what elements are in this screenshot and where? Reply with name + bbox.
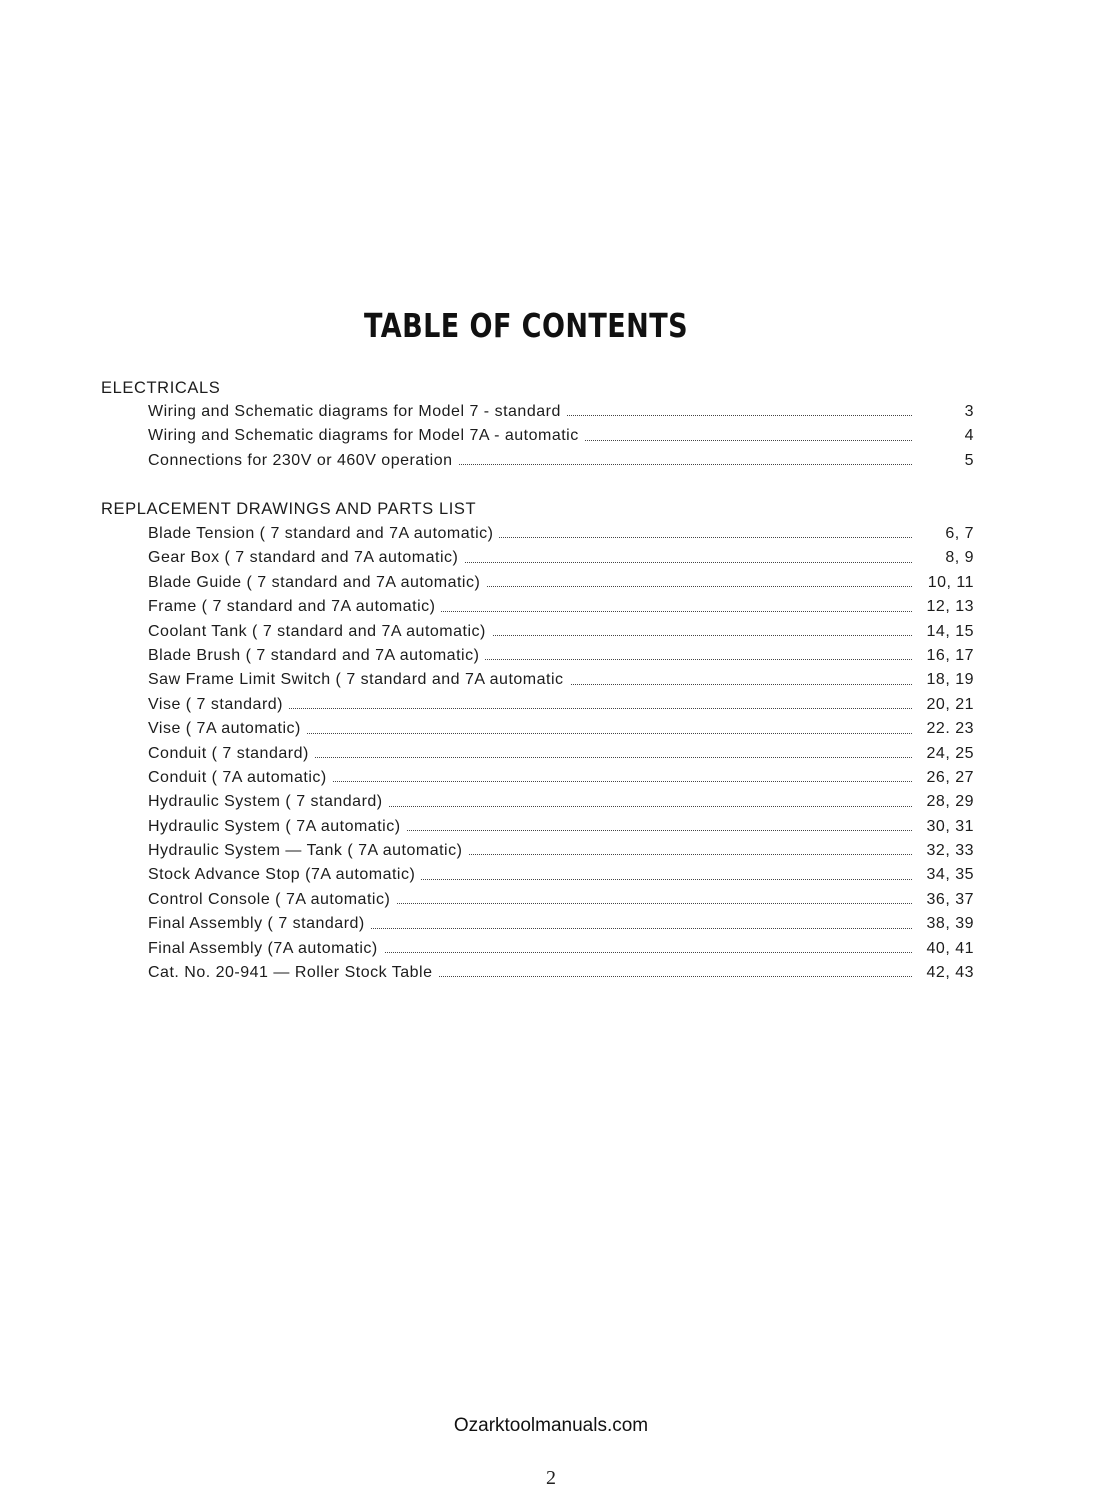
toc-entry xyxy=(148,424,976,448)
toc-entry xyxy=(148,766,976,790)
toc-entry xyxy=(148,863,976,887)
toc-entry xyxy=(148,961,976,985)
replacement-entry-list xyxy=(148,522,976,985)
toc-entry xyxy=(148,839,976,863)
entry-page-number: 8, 9 xyxy=(939,546,974,570)
entry-page-number: 40, 41 xyxy=(921,937,974,961)
entry-page-number: 26, 27 xyxy=(921,766,974,790)
entry-page-number: 3 xyxy=(959,400,974,424)
entry-page-number: 38, 39 xyxy=(921,912,974,936)
entry-page-number: 28, 29 xyxy=(921,790,974,814)
toc-entry xyxy=(148,449,976,473)
toc-entry xyxy=(148,790,976,814)
entry-title: Final Assembly ( 7 standard) xyxy=(148,912,371,936)
toc-entry xyxy=(148,668,976,692)
entry-title: Gear Box ( 7 standard and 7A automatic) xyxy=(148,546,464,570)
page-number: 2 xyxy=(546,1467,556,1489)
entry-title: Stock Advance Stop (7A automatic) xyxy=(148,863,421,887)
entry-title: Hydraulic System ( 7A automatic) xyxy=(148,815,407,839)
toc-entry xyxy=(148,912,976,936)
toc-entry xyxy=(148,522,976,546)
entry-title: Coolant Tank ( 7 standard and 7A automatic) xyxy=(148,620,492,644)
entry-title: Wiring and Schematic diagrams for Model 7A - automatic xyxy=(148,424,585,448)
toc-entry xyxy=(148,888,976,912)
entry-page-number: 24, 25 xyxy=(921,742,974,766)
entry-page-number: 18, 19 xyxy=(921,668,974,692)
entry-title: Blade Brush ( 7 standard and 7A automatic) xyxy=(148,644,485,668)
entry-title: Connections for 230V or 460V operation xyxy=(148,449,459,473)
entry-title: Vise ( 7A automatic) xyxy=(148,717,307,741)
entry-page-number: 12, 13 xyxy=(921,595,974,619)
entry-page-number: 42, 43 xyxy=(921,961,974,985)
entry-title: Final Assembly (7A automatic) xyxy=(148,937,384,961)
section-heading-electricals: ELECTRICALS xyxy=(101,379,221,397)
toc-entry xyxy=(148,815,976,839)
page-title: TABLE OF CONTENTS xyxy=(363,306,689,345)
entry-page-number: 6, 7 xyxy=(939,522,974,546)
entry-page-number: 22. 23 xyxy=(921,717,974,741)
entry-title: Hydraulic System ( 7 standard) xyxy=(148,790,389,814)
toc-entry xyxy=(148,742,976,766)
entry-page-number: 30, 31 xyxy=(921,815,974,839)
entry-title: Vise ( 7 standard) xyxy=(148,693,289,717)
entry-page-number: 16, 17 xyxy=(921,644,974,668)
electricals-entry-list xyxy=(148,400,976,473)
toc-entry xyxy=(148,400,976,424)
footer-website: Ozarktoolmanuals.com xyxy=(453,1415,649,1436)
entry-page-number: 4 xyxy=(959,424,974,448)
entry-page-number: 20, 21 xyxy=(921,693,974,717)
entry-page-number: 34, 35 xyxy=(921,863,974,887)
section-heading-replacement-drawings: REPLACEMENT DRAWINGS AND PARTS LIST xyxy=(101,500,477,518)
toc-entry xyxy=(148,571,976,595)
toc-entry xyxy=(148,546,976,570)
entry-title: Frame ( 7 standard and 7A automatic) xyxy=(148,595,441,619)
entry-title: Control Console ( 7A automatic) xyxy=(148,888,396,912)
entry-title: Conduit ( 7A automatic) xyxy=(148,766,333,790)
entry-title: Hydraulic System — Tank ( 7A automatic) xyxy=(148,839,468,863)
toc-entry xyxy=(148,693,976,717)
entry-title: Wiring and Schematic diagrams for Model 7 - standard xyxy=(148,400,567,424)
toc-entry xyxy=(148,717,976,741)
entry-page-number: 10, 11 xyxy=(922,571,974,595)
toc-entry xyxy=(148,620,976,644)
entry-title: Conduit ( 7 standard) xyxy=(148,742,315,766)
entry-title: Cat. No. 20-941 — Roller Stock Table xyxy=(148,961,439,985)
toc-entry xyxy=(148,595,976,619)
entry-title: Blade Guide ( 7 standard and 7A automatic) xyxy=(148,571,486,595)
entry-title: Saw Frame Limit Switch ( 7 standard and 7A automatic xyxy=(148,668,570,692)
toc-entry xyxy=(148,937,976,961)
toc-entry xyxy=(148,644,976,668)
entry-page-number: 14, 15 xyxy=(921,620,974,644)
entry-page-number: 5 xyxy=(959,449,974,473)
entry-page-number: 32, 33 xyxy=(921,839,974,863)
entry-title: Blade Tension ( 7 standard and 7A automatic) xyxy=(148,522,499,546)
entry-page-number: 36, 37 xyxy=(921,888,974,912)
